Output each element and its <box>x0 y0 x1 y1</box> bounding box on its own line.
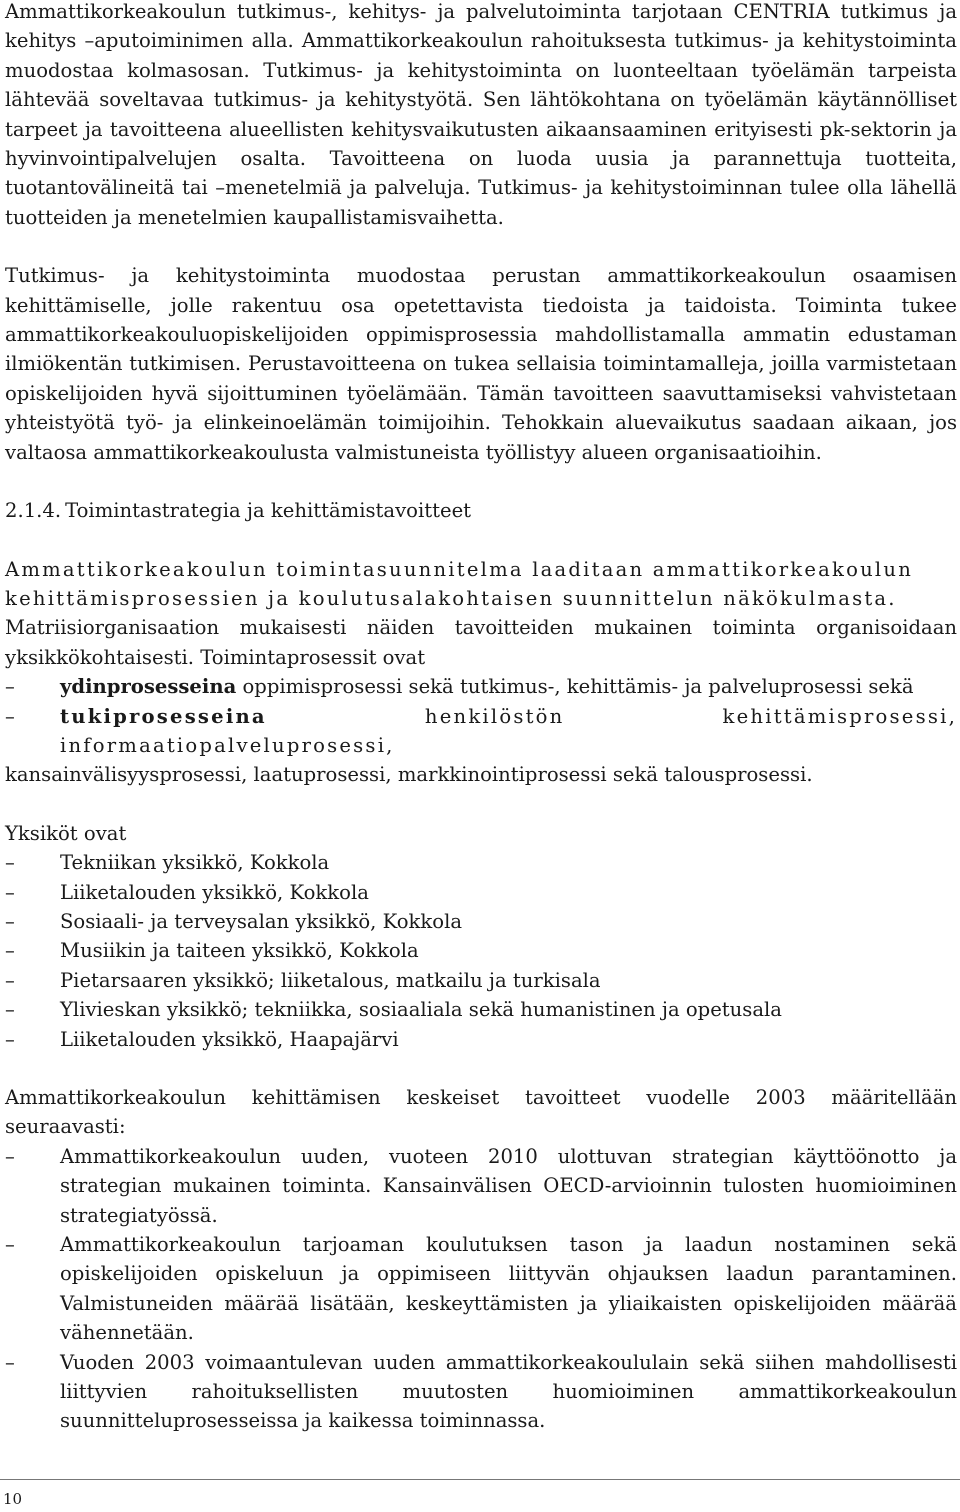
dash-marker: – <box>5 880 15 904</box>
paragraph-research-basis: Tutkimus- ja kehitystoiminta muodostaa perustan ammattikorkeakoulun osaamisen kehittämiselle, jolle rakentuu osa opetettavista tiedoista ja taidoista. Toiminta tukee ammattikorkeakouluopiskelijoiden oppimisprosessia mahdollistamalla ammatin edustaman ilmiökentän tutkimisen. Perustavoitteena on tukea sellaisia toimintamalleja, joilla varmistetaan opiskelijoiden hyvä sijoittuminen työelämään. Tämän tavoitteen saavuttamiseksi vahvistetaan yhteistyötä työ- ja elinkeinoelämän toimijoihin. Tehokkain aluevaikutus saadaan aikaan, jos valtaosa ammattikorkeakoulusta valmistuneista työllistyy alueen organisaatioihin. <box>5 264 957 464</box>
document-page <box>5 0 957 1436</box>
unit-text: Pietarsaaren yksikkö; liiketalous, matkailu ja turkisala <box>60 968 601 992</box>
list-item <box>5 848 957 877</box>
list-item <box>5 1142 957 1230</box>
dash-marker: – <box>5 998 15 1022</box>
process-term: tukiprosesseina <box>60 704 267 728</box>
goal-text: Ammattikorkeakoulun uuden, vuoteen 2010 ulottuvan strategian käyttöönotto ja strategian mukainen toiminta. Kansainvälisen OECD-arvioinnin tulosten huomioiminen strategiatyössä. <box>60 1144 957 1227</box>
units-intro: Yksiköt ovat <box>5 821 127 845</box>
dash-marker: – <box>5 675 15 699</box>
footer-rule <box>0 1479 960 1480</box>
goals-list <box>5 1142 957 1436</box>
process-term: ydinprosesseina <box>60 675 237 699</box>
process-list <box>5 672 957 760</box>
dash-marker: – <box>5 1027 15 1051</box>
process-text: henkilöstön kehittämisprosessi, informaatiopalveluprosessi, <box>60 704 957 757</box>
strategy-line-1: Ammattikorkeakoulun toimintasuunnitelma laaditaan ammattikorkeakoulun <box>5 557 914 581</box>
unit-text: Sosiaali- ja terveysalan yksikkö, Kokkola <box>60 909 463 933</box>
units-list <box>5 848 957 1054</box>
goals-intro: Ammattikorkeakoulun kehittämisen keskeiset tavoitteet vuodelle 2003 määritellään seuraavasti: <box>5 1086 957 1139</box>
unit-text: Tekniikan yksikkö, Kokkola <box>60 851 330 875</box>
unit-text: Liiketalouden yksikkö, Haapajärvi <box>60 1027 399 1051</box>
strategy-line-2: kehittämisprosessien ja koulutusalakohtaisen suunnittelun näkökulmasta. <box>5 586 897 610</box>
list-item <box>5 878 957 907</box>
strategy-text: Matriisiorganisaation mukaisesti näiden tavoitteiden mukainen toiminta organisoidaan yksikkökohtaisesti. Toimintaprosessit ovat <box>5 616 957 669</box>
dash-marker: – <box>5 1350 15 1374</box>
list-item <box>5 966 957 995</box>
page-number: 10 <box>3 1490 23 1508</box>
unit-text: Ylivieskan yksikkö; tekniikka, sosiaaliala sekä humanistinen ja opetusala <box>60 998 782 1022</box>
list-item <box>5 1348 957 1436</box>
process-text: oppimisprosessi sekä tutkimus-, kehittämis- ja palveluprosessi sekä <box>236 675 914 699</box>
process-continuation: kansainvälisyysprosessi, laatuprosessi, markkinointiprosessi sekä talousprosessi. <box>5 763 813 787</box>
paragraph-research-intro: Ammattikorkeakoulun tutkimus-, kehitys- ja palvelutoiminta tarjotaan CENTRIA tutkimus ja kehitys –aputoiminimen alla. Ammattikorkeakoulun rahoituksesta tutkimus- ja kehitystoiminta muodostaa kolmasosan. Tutkimus- ja kehitystoiminta on luonteeltaan työelämän tarpeista lähtevää soveltavaa tutkimus- ja kehitystyötä. Sen lähtökohtana on työelämän käytännölliset tarpeet ja tavoitteena alueellisten kehitysvaikutusten aikaansaaminen erityisesti pk-sektorin ja hyvinvointipalvelujen osalta. Tavoitteena on luoda uusia ja parannettuja tuotteita, tuotantovälineitä tai –menetelmiä ja palveluja. Tutkimus- ja kehitystoiminnan tulee olla lähellä tuotteiden ja menetelmien kaupallistamisvaihetta. <box>5 0 957 229</box>
list-item <box>5 995 957 1024</box>
dash-marker: – <box>5 1233 15 1257</box>
dash-marker: – <box>5 851 15 875</box>
unit-text: Liiketalouden yksikkö, Kokkola <box>60 880 369 904</box>
dash-marker: – <box>5 1144 15 1168</box>
dash-marker: – <box>5 909 15 933</box>
goal-text: Vuoden 2003 voimaantulevan uuden ammattikorkeakoululain sekä siihen mahdollisesti liittyvien rahoituksellisten muutosten huomioiminen ammattikorkeakoulun suunnitteluprosesseissa ja kaikessa toiminnassa. <box>60 1350 957 1433</box>
list-item <box>5 672 957 701</box>
list-item <box>5 907 957 936</box>
list-item <box>5 702 957 761</box>
list-item <box>5 1025 957 1054</box>
goal-text: Ammattikorkeakoulun tarjoaman koulutuksen tason ja laadun nostaminen sekä opiskelijoiden opiskeluun ja oppimiseen liittyvän ohjauksen laadun parantaminen. Valmistuneiden määrää lisätään, keskeyttämisten ja yliaikaisten opiskelijoiden määrää vähennetään. <box>60 1233 957 1345</box>
list-item <box>5 936 957 965</box>
dash-marker: – <box>5 704 15 728</box>
section-title: Toimintastrategia ja kehittämistavoitteet <box>65 499 472 523</box>
dash-marker: – <box>5 968 15 992</box>
dash-marker: – <box>5 939 15 963</box>
section-heading <box>5 496 957 525</box>
unit-text: Musiikin ja taiteen yksikkö, Kokkola <box>60 939 419 963</box>
section-number: 2.1.4. <box>5 499 62 523</box>
list-item <box>5 1230 957 1348</box>
